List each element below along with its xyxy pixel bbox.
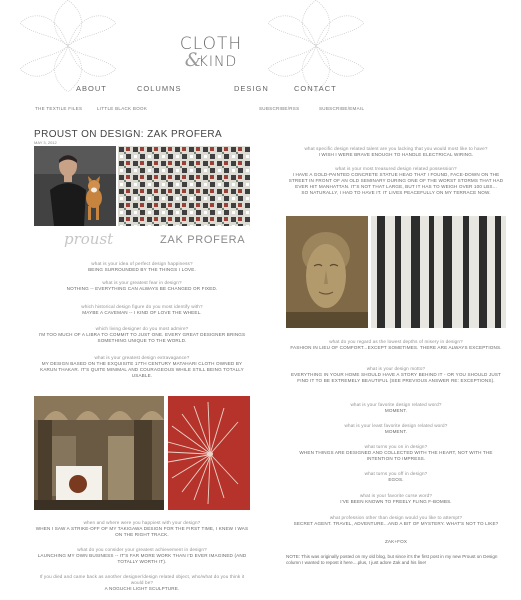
question: what is your favorite design related word? <box>350 402 442 407</box>
question: which historical design figure do you most identify with? <box>81 304 203 309</box>
question: what is your least favorite design related word? <box>344 423 448 428</box>
answer: BEING SURROUNDED BY THE THINGS I LOVE. <box>88 267 196 273</box>
qa-block <box>286 402 506 414</box>
answer: WHEN THINGS ARE DESIGNED AND COLLECTED WITH THE HEART, NOT WITH THE INTENTION TO IMPRESS. <box>299 450 493 462</box>
qa-block <box>34 280 250 292</box>
site-header <box>0 0 521 118</box>
question: what turns you off in design? <box>364 471 428 476</box>
question: what do you consider your greatest achievement in design? <box>77 547 207 552</box>
link-subscribe-rss[interactable]: SUBSCRIBE/RSS <box>259 106 300 111</box>
answer: SO NATURALLY, I HAD TO HAVE IT. IT LIVES PEACEFULLY ON MY TERRACE NOW. <box>301 190 491 196</box>
post-note: NOTE: This was originally posted on my old blog, but since it's the first post in my new Proust on Design column I wanted to repost it here....plus, I just adore Zak and his line! <box>286 554 498 566</box>
answer: NOTHING -- EVERYTHING CAN ALWAYS BE CHANGED OR FIXED. <box>66 286 218 292</box>
nav-about[interactable]: ABOUT <box>76 84 107 93</box>
answer: I'M TOO MUCH OF A LIBRA TO COMMIT TO JUST ONE. EVERY GREAT DESIGNER BRINGS SOMETHING UNIQUE TO THE WORLD. <box>38 332 246 344</box>
question: what do you regard as the lowest depths of misery in design? <box>329 339 463 344</box>
nav-design[interactable]: DESIGN <box>234 84 269 93</box>
link-textile-files[interactable]: THE TEXTILE FILES <box>35 106 83 111</box>
site-logo[interactable] <box>165 36 257 69</box>
qa-block <box>34 355 250 379</box>
answer: I WISH I WERE BRAVE ENOUGH TO HANDLE ELECTRICAL WIRING. <box>318 152 474 158</box>
question: what is your idea of perfect design happiness? <box>91 261 193 266</box>
qa-block <box>34 547 250 565</box>
answer: MY DESIGN BASED ON THE EXQUISITE 17TH CENTURY MATAHARI CLOTH OWNED BY KARUN THAKAR. IT'S QUITE MINIMAL AND COURAGEOUS WHILE STILL BEING TOTALLY USABLE. <box>40 361 244 379</box>
qa-block <box>286 166 506 196</box>
qa-block <box>286 366 506 384</box>
ogee-pattern-right <box>268 0 364 92</box>
answer: A NOGUCHI LIGHT SCULPTURE. <box>104 586 180 592</box>
post-caption <box>34 230 250 252</box>
question: what is your greatest fear in design? <box>102 280 182 285</box>
post-title[interactable]: PROUST ON DESIGN: ZAK PROFERA <box>34 129 223 140</box>
question: what is your favorite curse word? <box>359 493 433 498</box>
interior-photo <box>34 396 164 510</box>
post-date: MAY 3, 2012 <box>34 140 57 145</box>
nav-columns[interactable]: COLUMNS <box>137 84 182 93</box>
answer: SECRET AGENT. TRAVEL, ADVENTURE...AND A BIT OF MYSTERY. WHAT'S NOT TO LIKE? <box>293 521 499 527</box>
link-little-black-book[interactable]: LITTLE BLACK BOOK <box>97 106 148 111</box>
answer: MOMENT. <box>384 408 408 414</box>
logo-line2: KIND <box>198 54 238 70</box>
statue-photo <box>286 216 368 328</box>
qa-block <box>34 304 250 316</box>
fabric-photo <box>168 396 250 510</box>
answer: I HAVE A GOLD-PAINTED CONCRETE STATUE HEAD THAT I FOUND, FACE-DOWN ON THE STREET IN FRONT OF AN OLD SEMINARY DURING ONE OF THE WORST STORMS THAT HAD EVER HIT MANHATTAN. IT'S NOT THAT LARGE, BUT IT HAS TO WEIGH OVER 100 LBS... <box>288 172 504 190</box>
qa-block <box>286 339 506 351</box>
link-subscribe-email[interactable]: SUBSCRIBE/EMAIL <box>319 106 365 111</box>
question: what is your greatest design extravagance? <box>94 355 190 360</box>
answer: MAYBE A CAVEMAN -- I KIND OF LOVE THE WHEEL. <box>82 310 202 316</box>
qa-block <box>34 326 250 344</box>
portrait-photo <box>34 146 116 226</box>
question: what is your most treasured design related possession? <box>335 166 457 171</box>
question: what specific design related talent are you lacking that you would most like to have? <box>304 146 488 151</box>
qa-block <box>34 520 250 538</box>
caption-script: proust <box>64 230 114 248</box>
qa-block <box>286 423 506 435</box>
question: what is your design motto? <box>366 366 426 371</box>
qa-block <box>286 515 506 527</box>
textile-sample-photo <box>118 146 250 226</box>
signoff: ZAK+FOX <box>384 539 408 544</box>
nav-contact[interactable]: CONTACT <box>294 84 337 93</box>
question: which living designer do you most admire? <box>95 326 189 331</box>
answer: WHEN I SAW A STRIKE-OFF OF MY TAKIGAWA DESIGN FOR THE FIRST TIME, I KNEW I WAS ON THE RIGHT TRACK. <box>35 526 249 538</box>
answer: FASHION IN LIEU OF COMFORT...EXCEPT SOMETIMES. THERE ARE ALWAYS EXCEPTIONS. <box>290 345 502 351</box>
qa-block <box>286 146 506 158</box>
logo-line1: CLOTH <box>179 34 243 54</box>
stripe-textile-photo <box>371 216 506 328</box>
qa-block <box>286 493 506 505</box>
logo-ampersand: & <box>184 49 203 71</box>
qa-block <box>34 261 250 273</box>
question: If you died and came back as another designer/design related object, who/what do you think it would be? <box>39 574 245 586</box>
question: what profession other than design would you like to attempt? <box>329 515 463 520</box>
qa-block <box>286 444 506 462</box>
qa-block <box>34 574 250 592</box>
answer: MOMENT. <box>384 429 408 435</box>
ogee-pattern-left <box>20 0 116 92</box>
qa-block <box>286 471 506 483</box>
answer: I'VE BEEN KNOWN TO FREELY FLING F-BOMBS. <box>340 499 452 505</box>
answer: EGOS. <box>388 477 404 483</box>
caption-name: ZAK PROFERA <box>160 234 246 246</box>
question: what turns you on in design? <box>364 444 428 449</box>
question: when and where were you happiest with your design? <box>83 520 201 525</box>
answer: EVERYTHING IN YOUR HOME SHOULD HAVE A STORY BEHIND IT - OR YOU SHOULD JUST FIND IT TO BE EXTREMELY BEAUTIFUL (SEE PREVIOUS ANSWER RE: EXCEPTIONS). <box>290 372 502 384</box>
answer: LAUNCHING MY OWN BUSINESS -- IT'S FAR MORE WORK THAN I'D EVER IMAGINED (AND TOTALLY WORTH IT). <box>37 553 247 565</box>
